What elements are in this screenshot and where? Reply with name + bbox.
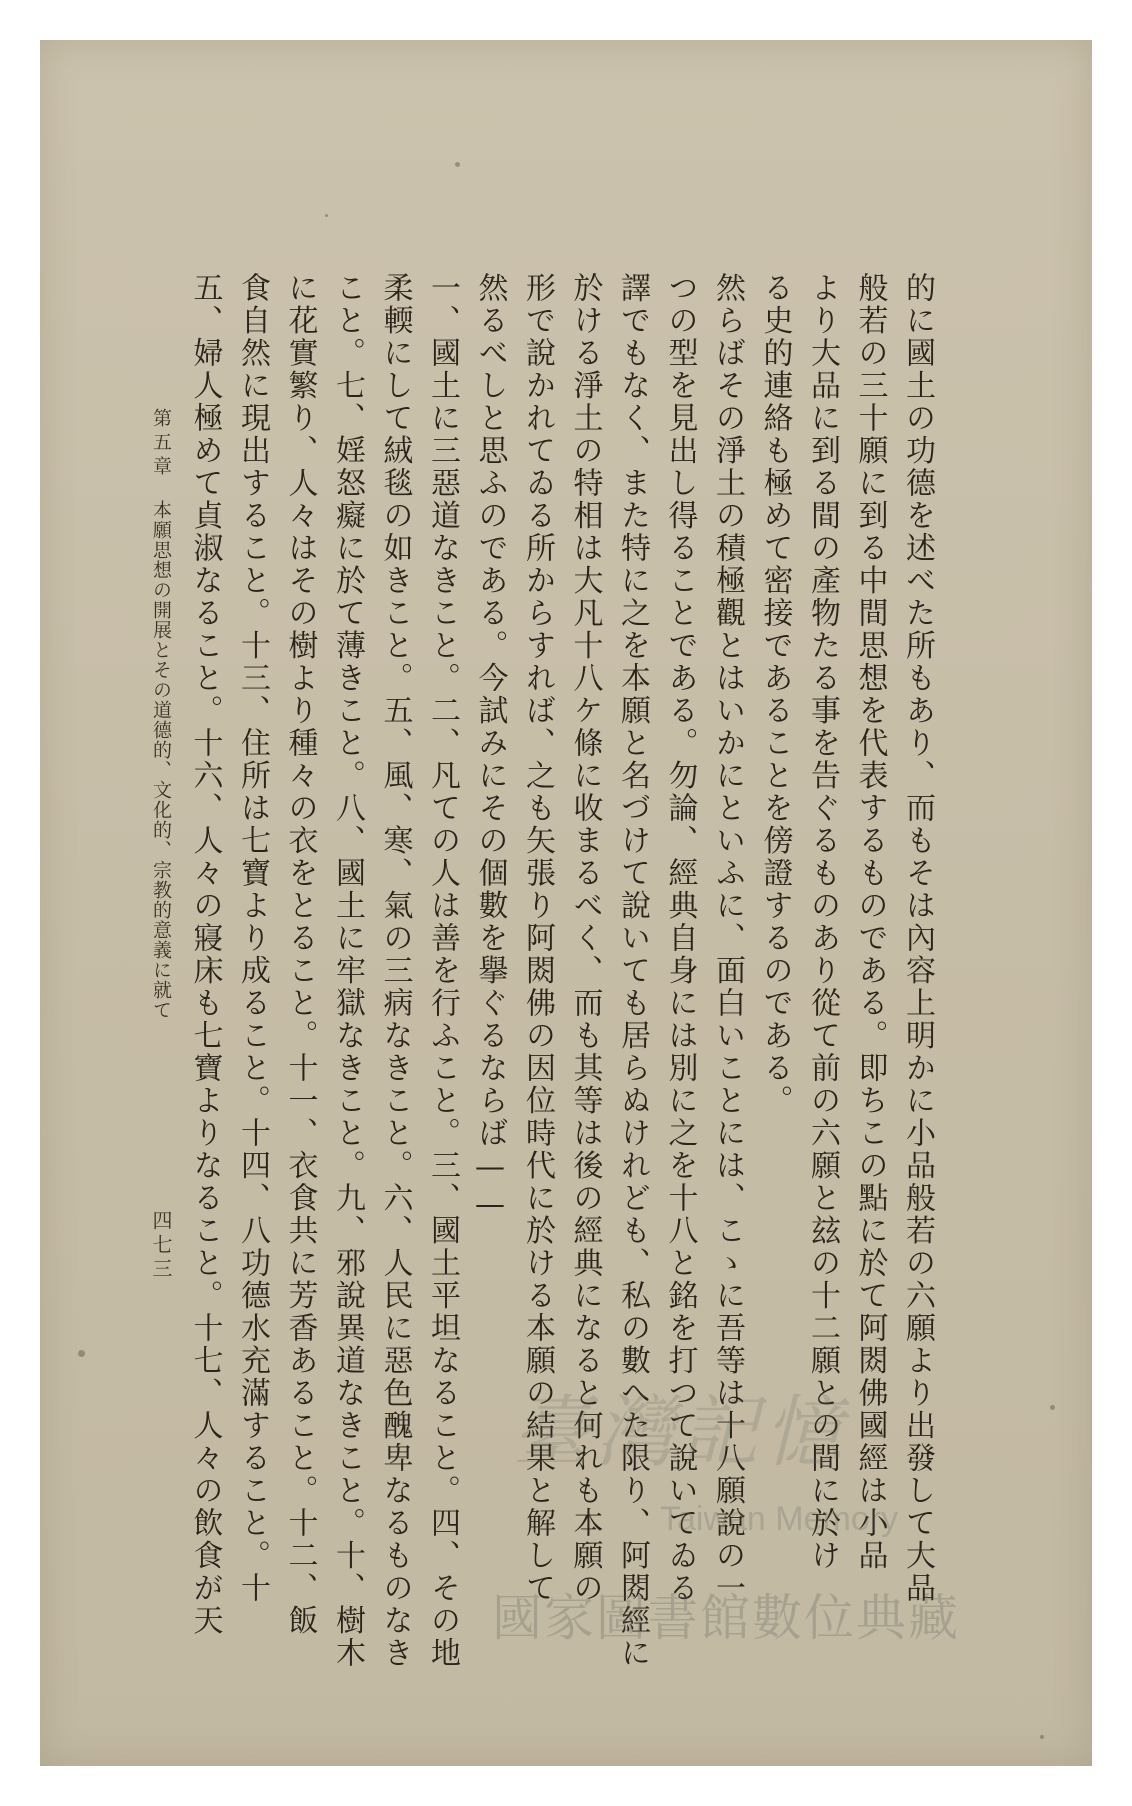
text-column: 柔輭にして絨毯の如きこと。五、風、寒、氣の三病なきこと。六、人民に惡色醜卑なるものなき (377, 272, 413, 1670)
text-column: 然るべしと思ふのである。今試みにその個數を擧ぐるならば—— (472, 272, 508, 1225)
text-column: 譯でもなく、また特に之を本願と名づけて說いても居らぬけれども、私の數へた限り、阿閦經に (615, 272, 650, 1670)
watermark-english: Taiwan Memory (660, 1500, 899, 1538)
text-column: 一、國土に三惡道なきこと。二、凡ての人は善を行ふこと。三、國土平坦なること。四、その地 (425, 272, 460, 1670)
watermark-logo: 臺灣記憶 (512, 1388, 849, 1478)
running-footer (148, 408, 174, 1020)
text-column: こと。七、婬怒癡に於て薄きこと。八、國土に牢獄なきこと。九、邪說異道なきこと。十、樹木 (330, 272, 365, 1670)
chapter-title: 本願思想の開展とその道德的、文化的、宗教的意義に就て (150, 500, 172, 1020)
text-column: 形で說かれてゐる所からすれば、之も矢張り阿閦佛の因位時代に於ける本願の結果と解して (520, 272, 555, 1605)
text-column: より大品に到る間の產物たる事を告ぐるものあり從て前の六願と玆の十二願との間に於け (805, 272, 840, 1572)
chapter-label: 第五章 (150, 408, 172, 480)
paper-speck (1040, 1735, 1044, 1739)
book-page (40, 40, 1092, 1766)
text-column: 然らばその淨土の積極觀とはいかにといふに、面白いことには、こゝに吾等は十八願說の一 (710, 272, 745, 1605)
paper-speck (325, 214, 328, 217)
paper-speck (1050, 1405, 1055, 1410)
paper-speck (78, 1350, 85, 1357)
text-column: 於ける淨土の特相は大凡十八ケ條に收まるべく、而も其等は後の經典になると何れも本願の (567, 272, 603, 1605)
text-column: 食自然に現出すること。十三、住所は七寶より成ること。十四、八功德水充滿すること。十 (235, 272, 270, 1605)
page-number: 四七三 (149, 1210, 173, 1282)
text-column: 五、婦人極めて貞淑なること。十六、人々の寢床も七寶よりなること。十七、人々の飲食が天 (187, 272, 223, 1637)
text-column: に花實繁り、人々はその樹より種々の衣をとること。十一、衣食共に芳香あること。十二、飯 (282, 272, 318, 1637)
text-column: 的に國土の功德を述べた所もあり、而もそは內容上明かに小品般若の六願より出發して大品 (900, 272, 935, 1605)
paper-speck (455, 162, 460, 167)
text-column: る史的連絡も極めて密接であることを傍證するのである。 (757, 272, 793, 1117)
text-column: つの型を見出し得ることである。勿論、經典自身には別に之を十八と銘を打つて說いてゐる (662, 272, 698, 1605)
watermark-library: 國家圖書館數位典藏 (492, 1589, 960, 1647)
text-column: 般若の三十願に到る中間思想を代表するものである。即ちこの點に於て阿閦佛國經は小品 (852, 272, 888, 1572)
